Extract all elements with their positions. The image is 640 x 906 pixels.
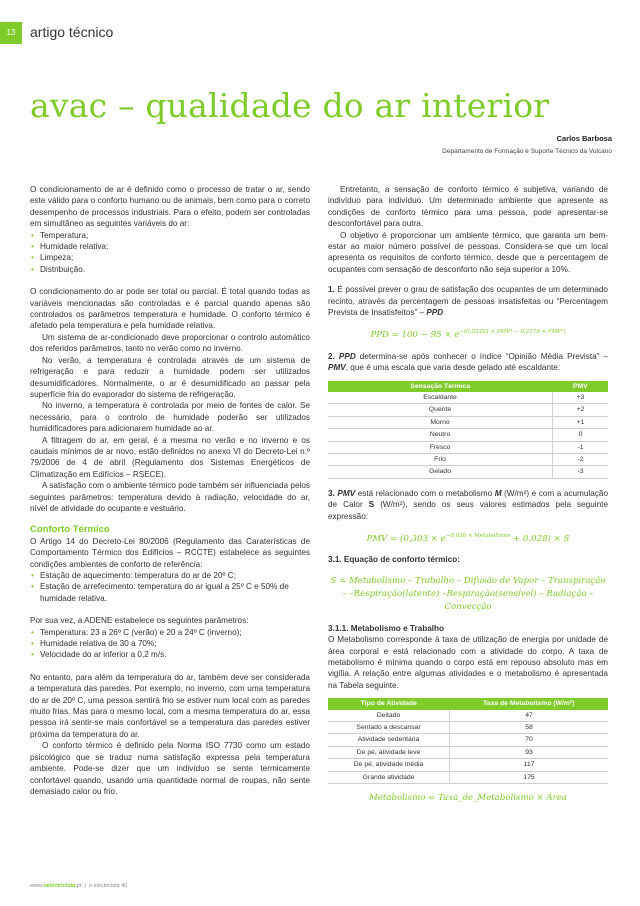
footer-issue: o electricista 40 <box>88 883 128 889</box>
cell: 0 <box>553 429 608 441</box>
variables-list <box>30 230 310 276</box>
paragraph: O condicionamento de ar é definido como o processo de tratar o ar, sendo este válido para o conforto humano ou de animais, bem como para o correto desempenho de processos industriais. Para o efeito, podem ser controladas em simultâneo as seguintes variáveis do ar: <box>30 185 310 229</box>
section-label: artigo técnico <box>30 24 114 40</box>
table-row <box>328 441 608 453</box>
cell: Quente <box>328 404 553 416</box>
list-item: • Humidade relativa; <box>30 241 310 252</box>
formula-exponent: −(0,03353 × PMV⁴ − 0,2179 × PMV²) <box>459 329 566 336</box>
cell: 47 <box>450 710 608 722</box>
step-term: PMV <box>328 363 346 373</box>
list-item: • Estação de aquecimento: temperatura do ar de 20º C; <box>30 570 310 581</box>
table-header: PMV <box>553 381 608 392</box>
cell: Frio <box>328 453 553 465</box>
paragraph: Por sua vez, a ADENE estabelece os seguintes parâmetros: <box>30 616 249 626</box>
table-row <box>328 453 608 465</box>
cell: +3 <box>553 392 608 404</box>
table-row <box>328 746 608 758</box>
step-text: 3.1.1. Metabolismo e Trabalho <box>328 623 445 633</box>
paragraph: O Metabolismo corresponde à taxa de utilização de energia por unidade de área corporal e está relacionado com a atividade do corpo. A taxa de metabolismo é mínima quando o corpo está em repouso absoluto mas em vigília. A relação entre algumas atividades e o metabolismo é apresentada na Tabela seguinte. <box>328 635 608 690</box>
paragraph: Entretanto, a sensação de conforto térmico é subjetiva, variando de indivíduo para indivíduo. Um determinado ambiente que apresente as condições de conforto térmico para uma pessoa, pode apresentar-se desconfortável para outra. <box>328 185 608 229</box>
cell: -1 <box>553 441 608 453</box>
table-row <box>328 734 608 746</box>
step-3-1 <box>328 554 608 565</box>
author-department: Departamento de Formação e Suporte Técnico da Vulcano <box>442 148 612 155</box>
step-term: M <box>494 488 502 498</box>
cell: Sentado a descansar <box>328 721 450 733</box>
table-header: Tipo de Atividade <box>328 698 450 709</box>
footer <box>30 883 127 889</box>
list-item: • Estação de arrefecimento: temperatura do ar igual a 25º C e 50% de humidade relativa. <box>30 581 310 604</box>
footer-site-brand: oelectricista <box>43 883 76 889</box>
paragraph: O condicionamento do ar pode ser total ou parcial. É total quando todas as variáveis mencionadas são controladas e é parcial quando apenas são controlados os parâmetros temperatura e humidade. O conforto térmico é afetado pela temperatura e pela humidade relativa. <box>30 287 310 331</box>
cell: -2 <box>553 453 608 465</box>
footer-site-suffix: .pt <box>75 883 82 889</box>
paragraph: No inverno, a temperatura é controlada por meio de fontes de calor. Se necessário, para o controlo de humidade poderão ser utilizados humidificadores para adicionarem humidade ao ar. <box>30 401 310 434</box>
step-term: S <box>368 500 375 510</box>
cell: Fresco <box>328 441 553 453</box>
step-text: 3.1. Equação de conforto térmico: <box>328 555 460 565</box>
conditions-list <box>30 570 310 604</box>
cell: De pé, atividade leve <box>328 746 450 758</box>
step-2 <box>328 351 608 374</box>
paragraph: Um sistema de ar-condicionado deve proporcionar o controlo automático dos referidos parâmetros, tanto no verão como no inverno. <box>30 332 310 354</box>
cell: 117 <box>450 759 608 771</box>
step-1 <box>328 284 608 318</box>
right-column <box>328 184 608 813</box>
page-number: 13 <box>0 22 22 44</box>
table-row <box>328 759 608 771</box>
table-row <box>328 416 608 428</box>
footer-site-prefix: www. <box>30 883 44 889</box>
table-header: Taxa de Metabolismo (W/m²) <box>450 698 608 709</box>
cell: Morno <box>328 416 553 428</box>
step-number: 1. <box>328 285 335 295</box>
cell: 175 <box>450 771 608 783</box>
list-item: • Temperatura; <box>30 230 310 241</box>
comfort-equation: S = Metabolismo – Trabalho – Difusão de Vapor – Transpiração – –Respiração(latente) –Respiração(sensível) – Radiação – Convecção <box>330 575 606 612</box>
section-heading: Conforto Térmico <box>30 524 110 536</box>
cell: Gelado <box>328 466 553 478</box>
step-term: PMV <box>337 488 356 498</box>
step-3-1-1-title <box>328 623 608 634</box>
table-row <box>328 429 608 441</box>
cell: Escaldante <box>328 392 553 404</box>
table-row <box>328 771 608 783</box>
cell: 58 <box>450 721 608 733</box>
cell: Grande atividade <box>328 771 450 783</box>
step-text: (W/m²) e com a acumulação de Calor <box>328 488 608 510</box>
cell: Neutro <box>328 429 553 441</box>
step-text: determina-se após conhecer o índice “Opinião Média Prevista” – <box>355 351 608 361</box>
step-term: PPD <box>338 351 356 361</box>
author-name: Carlos Barbosa <box>556 134 612 143</box>
list-item: • Velocidade do ar inferior a 0,2 m/s. <box>30 649 310 660</box>
step-number: 2. <box>328 351 335 361</box>
list-item: • Humidade relativa de 30 a 70%; <box>30 638 310 649</box>
pmv-table <box>328 381 608 479</box>
step-3 <box>328 488 608 522</box>
cell: Atividade sedentária <box>328 734 450 746</box>
step-term: PPD <box>426 308 444 318</box>
formula-main: PPD = 100 − 95 × e <box>370 330 460 341</box>
cell: De pé, atividade média <box>328 759 450 771</box>
table-row <box>328 404 608 416</box>
step-text: É possível prever o grau de satisfação dos ocupantes de um determinado recinto, através da percentagem de pessoas insatisfeitas ou “Percentagem Prevista de Insatisfeitos” – <box>328 285 608 318</box>
article-title: avac – qualidade do ar interior <box>30 86 550 125</box>
metabolism-table <box>328 698 608 784</box>
cell: +1 <box>553 416 608 428</box>
left-column <box>30 184 310 797</box>
metabolism-formula: Metabolismo = Taxa_de_Metabolismo × Área <box>369 792 567 803</box>
cell: 93 <box>450 746 608 758</box>
formula-main: PMV = (0,303 × e <box>366 533 446 544</box>
table-row <box>328 710 608 722</box>
paragraph: A filtragem do ar, em geral, é a mesma no verão e no inverno e os caudais mínimos de ar novo, estão definidos no anexo VI do Decreto-Lei n.º 79/2006 de 4 de abril (Regulamento dos Sistemas Energéticos de Climatização em Edifícios – RSECE). <box>30 435 310 479</box>
paragraph: No verão, a temperatura é controlada através de um sistema de refrigeração e para reduzir a humidade podem ser utilizados desumidificadores. Normalmente, o ar é desumidificado ao passar pela superfície fria do evaporador do sistema de refrigeração. <box>30 355 310 399</box>
list-item: • Distribuição. <box>30 264 310 275</box>
cell: -3 <box>553 466 608 478</box>
cell: 70 <box>450 734 608 746</box>
step-text: está relacionado com o metabolismo <box>355 488 495 498</box>
list-item: • Limpeza; <box>30 252 310 263</box>
paragraph: A satisfação com o ambiente térmico pode também ser influenciada pelos seguintes parâmetros: temperatura devido à radiação, velocidade do ar, nível de atividade do ocupante e vestuário. <box>30 481 310 513</box>
footer-separator: | <box>82 883 88 889</box>
cell: +2 <box>553 404 608 416</box>
paragraph: No entanto, para além da temperatura do ar, também deve ser considerada a temperatura das paredes. Por exemplo, no inverno, com uma temperatura do ar de 20º C, uma pessoa sentirá frio se estiver num local com as paredes muito frias. Mas para o mesmo local, com a mesma temperatura do ar, essa pessoa irá sentir-se mais confortável se a temperatura das paredes estiver próxima da temperatura do ar. <box>30 672 310 739</box>
list-item: • Temperatura: 23 a 26º C (verão) e 20 a 24º C (inverno); <box>30 627 310 638</box>
paragraph: O objetivo é proporcionar um ambiente térmico, que garanta um bem-estar ao maior número possível de pessoas. Considera-se que um local apresenta os requisitos de conforto térmico, desde que a percentagem de ocupantes com sensação de desconforto não seja superior a 10%. <box>328 230 608 274</box>
ppd-formula <box>328 327 608 341</box>
step-number: 3. <box>328 488 335 498</box>
table-header: Sensação Térmica <box>328 381 553 392</box>
step-text: (W/m²), sendo os seus valores estimados pela seguinte expressão: <box>328 500 608 521</box>
pmv-formula <box>328 531 608 545</box>
table-row <box>328 392 608 404</box>
formula-exponent: −0,036 × Metabolismo <box>445 533 511 540</box>
step-text: , que é uma escala que varia desde gelado até escaldante: <box>345 363 561 373</box>
formula-tail: + 0,028) × S <box>510 533 570 544</box>
table-row <box>328 721 608 733</box>
paragraph: O Artigo 14 do Decreto-Lei 80/2006 (Regulamento das Caraterísticas de Comportamento Térmico dos Edifícios – RCCTE) estabelece as seguintes condições ambientes de conforto de referência: <box>30 536 310 569</box>
table-row <box>328 466 608 478</box>
cell: Deitado <box>328 710 450 722</box>
paragraph: O conforto térmico é definido pela Norma ISO 7730 como um estado psicológico que se traduz numa satisfação expressa pela temperatura ambiente. Pode-se dizer que um indivíduo se sente termicamente confortável quando, usando uma quantidade normal de roupas, não sente demasiado calor ou frio. <box>30 741 310 796</box>
adene-list <box>30 627 310 661</box>
